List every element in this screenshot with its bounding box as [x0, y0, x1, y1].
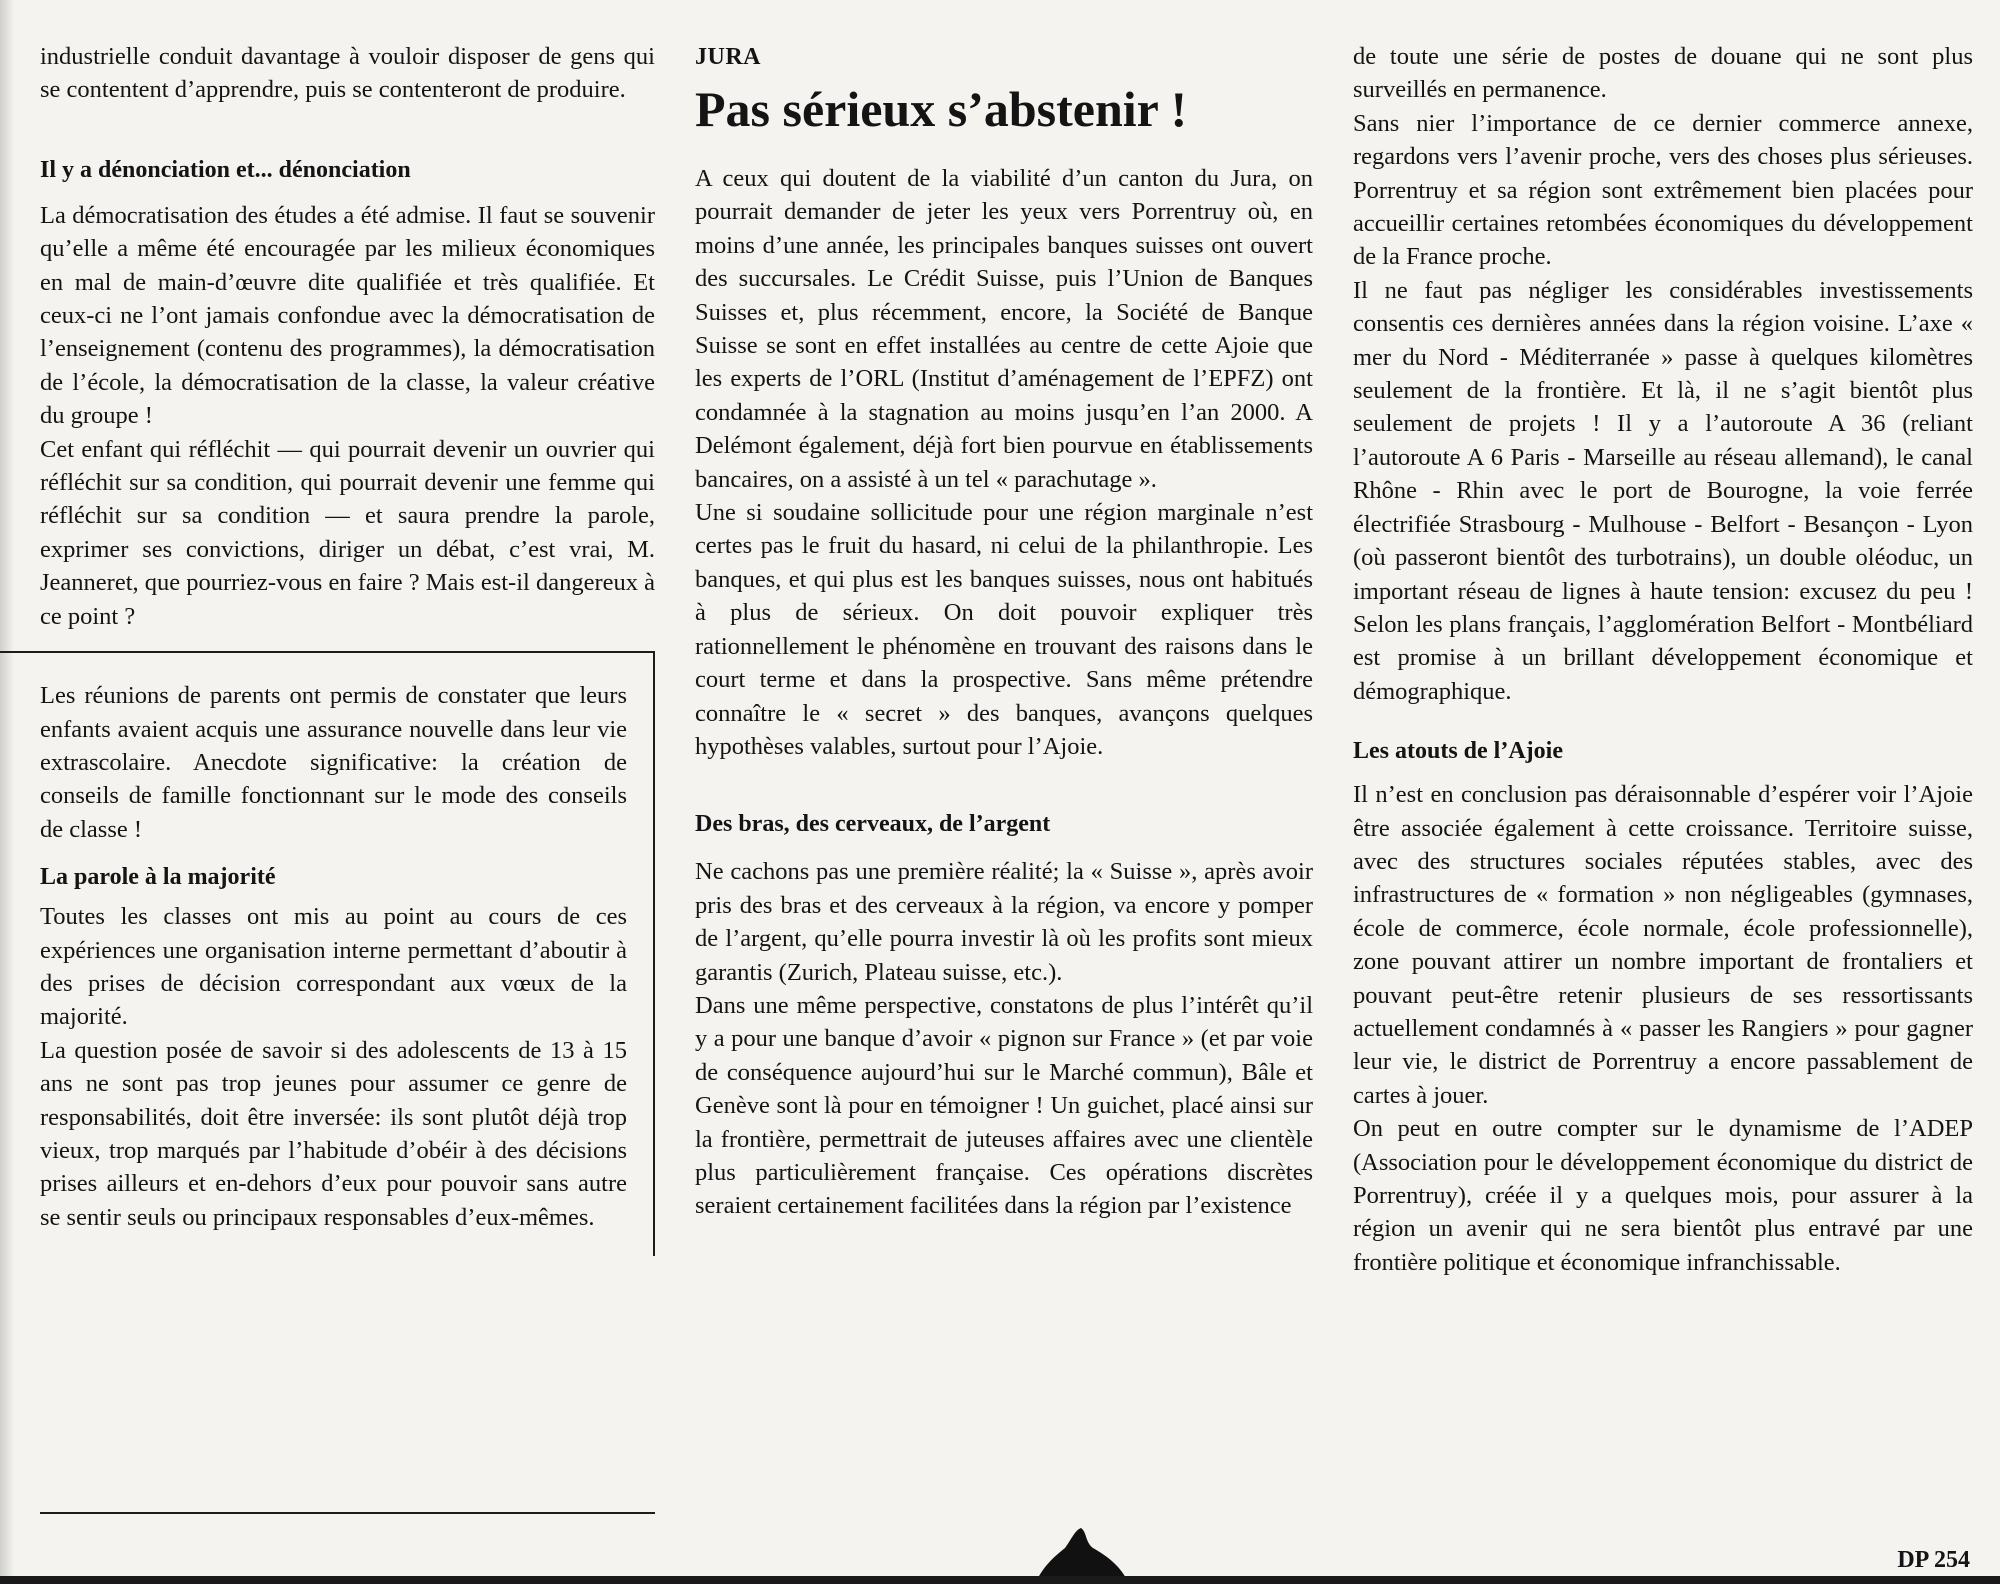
- subheading-bras: Des bras, des cerveaux, de l’argent: [695, 811, 1051, 838]
- paragraph: A ceux qui doutent de la viabilité d’un canton du Jura, on pourrait demander de jeter les yeux vers Porrentruy où, en moins d’une année, les principales banques suisses ont ouvert des succursales. Le Crédit Suisse, puis l’Union de Banques Suisses et, plus récemment, encore, la Société de Banque Suisse se sont en effet installées au centre de cette Ajoie que les experts de l’ORL (Institut d’aménagement de l’EPFZ) ont condamnée à la stagnation au moins jusqu’en l’an 2000. A Delémont également, déjà fort bien pourvue en établissements bancaires, on a assisté à un tel « parachutage ».: [695, 165, 1313, 493]
- sidebar-box: [0, 651, 655, 1256]
- page-folio: DP 254: [1897, 1547, 1970, 1573]
- subheading-parole: La parole à la majorité: [40, 864, 276, 891]
- box-paragraph: Les réunions de parents ont permis de constater que leurs enfants avaient acquis une assurance nouvelle dans leur vie extrascolaire. Anecdote significative: la création de conseils de famille fonctionnant sur le mode des conseils de classe !: [40, 682, 627, 843]
- article-headline: Pas sérieux s’abstenir !: [695, 81, 1188, 137]
- paragraph: Cet enfant qui réfléchit — qui pourrait devenir un ouvrier qui réfléchit sur sa condition, qui pourrait devenir une femme qui réfléchit sur sa condition — et saura prendre la parole, exprimer ses convictions, diriger un débat, c’est vrai, M. Jeanneret, que pourriez-vous en faire ? Mais est-il dangereux à ce point ?: [40, 435, 655, 630]
- paragraph: Sans nier l’importance de ce dernier commerce annexe, regardons vers l’avenir proche, vers des choses plus sérieuses. Porrentruy et sa région sont extrêmement bien placées pour accueillir certaines retombées économiques du développement de la France proche.: [1353, 109, 1973, 271]
- column-right: [1353, 40, 1973, 1279]
- box-bottom-rule: [40, 1512, 655, 1514]
- paragraph: Il ne faut pas négliger les considérables investissements consentis ces dernières années dans la région voisine. L’axe « mer du Nord - Méditerranée » passe à quelques kilomètres seulement de la frontière. Et là, il ne s’agit bientôt plus seulement de projets ! Il y a l’autoroute A 36 (reliant l’autoroute A 6 Paris - Marseille au réseau allemand), le canal Rhône - Rhin avec le port de Bourogne, la voie ferrée électrifiée Strasbourg - Mulhouse - Belfort - Besançon - Lyon (où passeront bientôt des turbotrains), un double oléoduc, un important réseau de lignes à haute tension: excusez du peu ! Selon les plans français, l’agglomération Belfort - Montbéliard est promise à un brillant développement économique et démographique.: [1353, 276, 1973, 705]
- paragraph: On peut en outre compter sur le dynamisme de l’ADEP (Association pour le développement économique du district de Porrentruy), créée il y a quelques mois, pour assurer à la région un avenir qui ne sera bientôt plus entravé par une frontière politique et économique infranchissable.: [1353, 1115, 1973, 1276]
- paragraph: La démocratisation des études a été admise. Il faut se souvenir qu’elle a même été encouragée par les milieux économiques en mal de main-d’œuvre dite qualifiée et très qualifiée. Et ceux-ci ne l’ont jamais confondue avec la démocratisation de l’enseignement (contenu des programmes), la démocratisation de l’école, la démocratisation de la classe, la valeur créative du groupe !: [40, 201, 655, 430]
- column-middle: [695, 40, 1313, 1223]
- subheading-denonciation: Il y a dénonciation et... dénonciation: [40, 156, 411, 183]
- subheading-atouts: Les atouts de l’Ajoie: [1353, 738, 1563, 765]
- paragraph: Une si soudaine sollicitude pour une région marginale n’est certes pas le fruit du hasard, ni celui de la philanthropie. Les banques, et qui plus est les banques suisses, nous ont habitués à plus de sérieux. On doit pouvoir expliquer très rationnellement le phénomène en trouvant des raisons dans le court terme et dans la prospective. Sans même prétendre connaître le « secret » des banques, avançons quelques hypothèses valables, surtout pour l’Ajoie.: [695, 499, 1313, 760]
- column-left: [40, 40, 655, 1256]
- paragraph-intro: industrielle conduit davantage à vouloir disposer de gens qui se contentent d’apprendre, puis se contenteront de produire.: [40, 43, 655, 104]
- box-paragraph: La question posée de savoir si des adolescents de 13 à 15 ans ne sont pas trop jeunes pour assumer ce genre de responsabilités, doit être inversée: ils sont plutôt déjà trop vieux, trop marqués par l’habitude d’obéir à des décisions prises ailleurs et en-dehors d’eux pour pouvoir sans autre se sentir seuls ou principaux responsables d’eux-mêmes.: [40, 1036, 627, 1231]
- box-paragraph: Toutes les classes ont mis au point au cours de ces expériences une organisation interne permettant d’aboutir à des prises de décision correspondant aux vœux de la majorité.: [40, 903, 627, 1031]
- paragraph: Il n’est en conclusion pas déraisonnable d’espérer voir l’Ajoie être associée également à cette croissance. Territoire suisse, avec des structures sociales réputées stables, avec des infrastructures de « formation » non négligeables (gymnases, école de commerce, école normale, école professionnelle), zone pouvant attirer un nombre important de frontaliers et pouvant peut-être retenir plusieurs de ses ressortissants actuellement condamnés à « passer les Rangiers » pour gagner leur vie, le district de Porrentruy a encore passablement de cartes à jouer.: [1353, 781, 1973, 1109]
- paragraph: Dans une même perspective, constatons de plus l’intérêt qu’il y a pour une banque d’avoir « pignon sur France » (et par voie de conséquence aujourd’hui sur le Marché commun), Bâle et Genève sont là pour en témoigner ! Un guichet, placé ainsi sur la frontière, permettrait de juteuses affaires avec une clientèle plus particulièrement française. Ces opérations discrètes seraient certainement facilitées dans la région par l’existence: [695, 991, 1313, 1220]
- paragraph: de toute une série de postes de douane qui ne sont plus surveillés en permanence.: [1353, 43, 1973, 104]
- paragraph: Ne cachons pas une première réalité; la « Suisse », après avoir pris des bras et des cerveaux à la région, va encore y pomper de l’argent, qu’elle pourra investir là où les profits sont mieux garantis (Zurich, Plateau suisse, etc.).: [695, 858, 1313, 986]
- bottom-edge-rule: [0, 1576, 2000, 1584]
- article-kicker: JURA: [695, 44, 761, 70]
